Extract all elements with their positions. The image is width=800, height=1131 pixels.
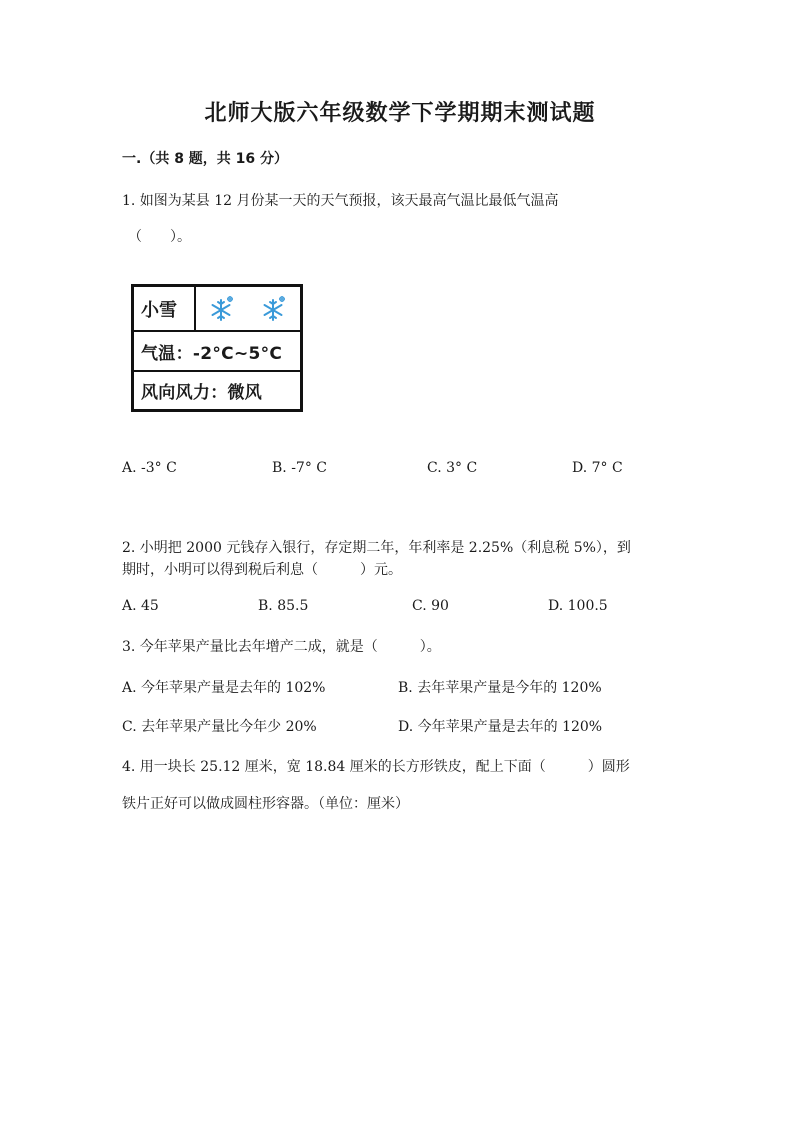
question-2-text-line2: 期时，小明可以得到税后利息（ ）元。 bbox=[122, 562, 402, 578]
question-3-option-d: D. 今年苹果产量是去年的 120% bbox=[398, 719, 603, 735]
snowflake-icon bbox=[207, 294, 237, 324]
question-2-option-c: C. 90 bbox=[412, 598, 449, 614]
question-3-text: 3. 今年苹果产量比去年增产二成，就是（ ）。 bbox=[122, 639, 441, 655]
question-2-option-d: D. 100.5 bbox=[548, 598, 608, 614]
question-1-option-b: B. -7° C bbox=[272, 460, 327, 476]
question-4-text-line2: 铁片正好可以做成圆柱形容器。（单位：厘米） bbox=[122, 796, 409, 812]
page-title: 北师大版六年级数学下学期期末测试题 bbox=[204, 101, 596, 126]
temperature-row bbox=[134, 332, 300, 372]
wind-row bbox=[134, 372, 300, 409]
question-1-text-line2: （ ）。 bbox=[128, 229, 191, 245]
section-heading: 一.（共 8 题，共 16 分） bbox=[122, 151, 289, 167]
question-2-option-a: A. 45 bbox=[122, 598, 159, 614]
question-1-text-line1: 1. 如图为某县 12 月份某一天的天气预报，该天最高气温比最低气温高 bbox=[122, 193, 559, 209]
question-3-option-b: B. 去年苹果产量是今年的 120% bbox=[398, 680, 602, 696]
weather-label: 小雪 bbox=[134, 287, 196, 330]
question-2-option-b: B. 85.5 bbox=[258, 598, 309, 614]
question-1-option-d: D. 7° C bbox=[572, 460, 623, 476]
weather-icons bbox=[196, 287, 300, 330]
temperature-text: 气温：-2°C~5°C bbox=[141, 343, 283, 364]
wind-text: 风向风力：微风 bbox=[141, 383, 263, 403]
question-2-text-line1: 2. 小明把 2000 元钱存入银行，存定期二年，年利率是 2.25%（利息税 5%），到 bbox=[122, 540, 631, 556]
question-1-option-a: A. -3° C bbox=[122, 460, 177, 476]
question-1-option-c: C. 3° C bbox=[427, 460, 478, 476]
weather-row bbox=[134, 287, 300, 332]
snowflake-icon bbox=[259, 294, 289, 324]
weather-forecast-card bbox=[131, 284, 303, 412]
question-4-text-line1: 4. 用一块长 25.12 厘米，宽 18.84 厘米的长方形铁皮，配上下面（ ）圆形 bbox=[122, 759, 630, 775]
question-3-option-c: C. 去年苹果产量比今年少 20% bbox=[122, 719, 317, 735]
question-3-option-a: A. 今年苹果产量是去年的 102% bbox=[122, 680, 326, 696]
